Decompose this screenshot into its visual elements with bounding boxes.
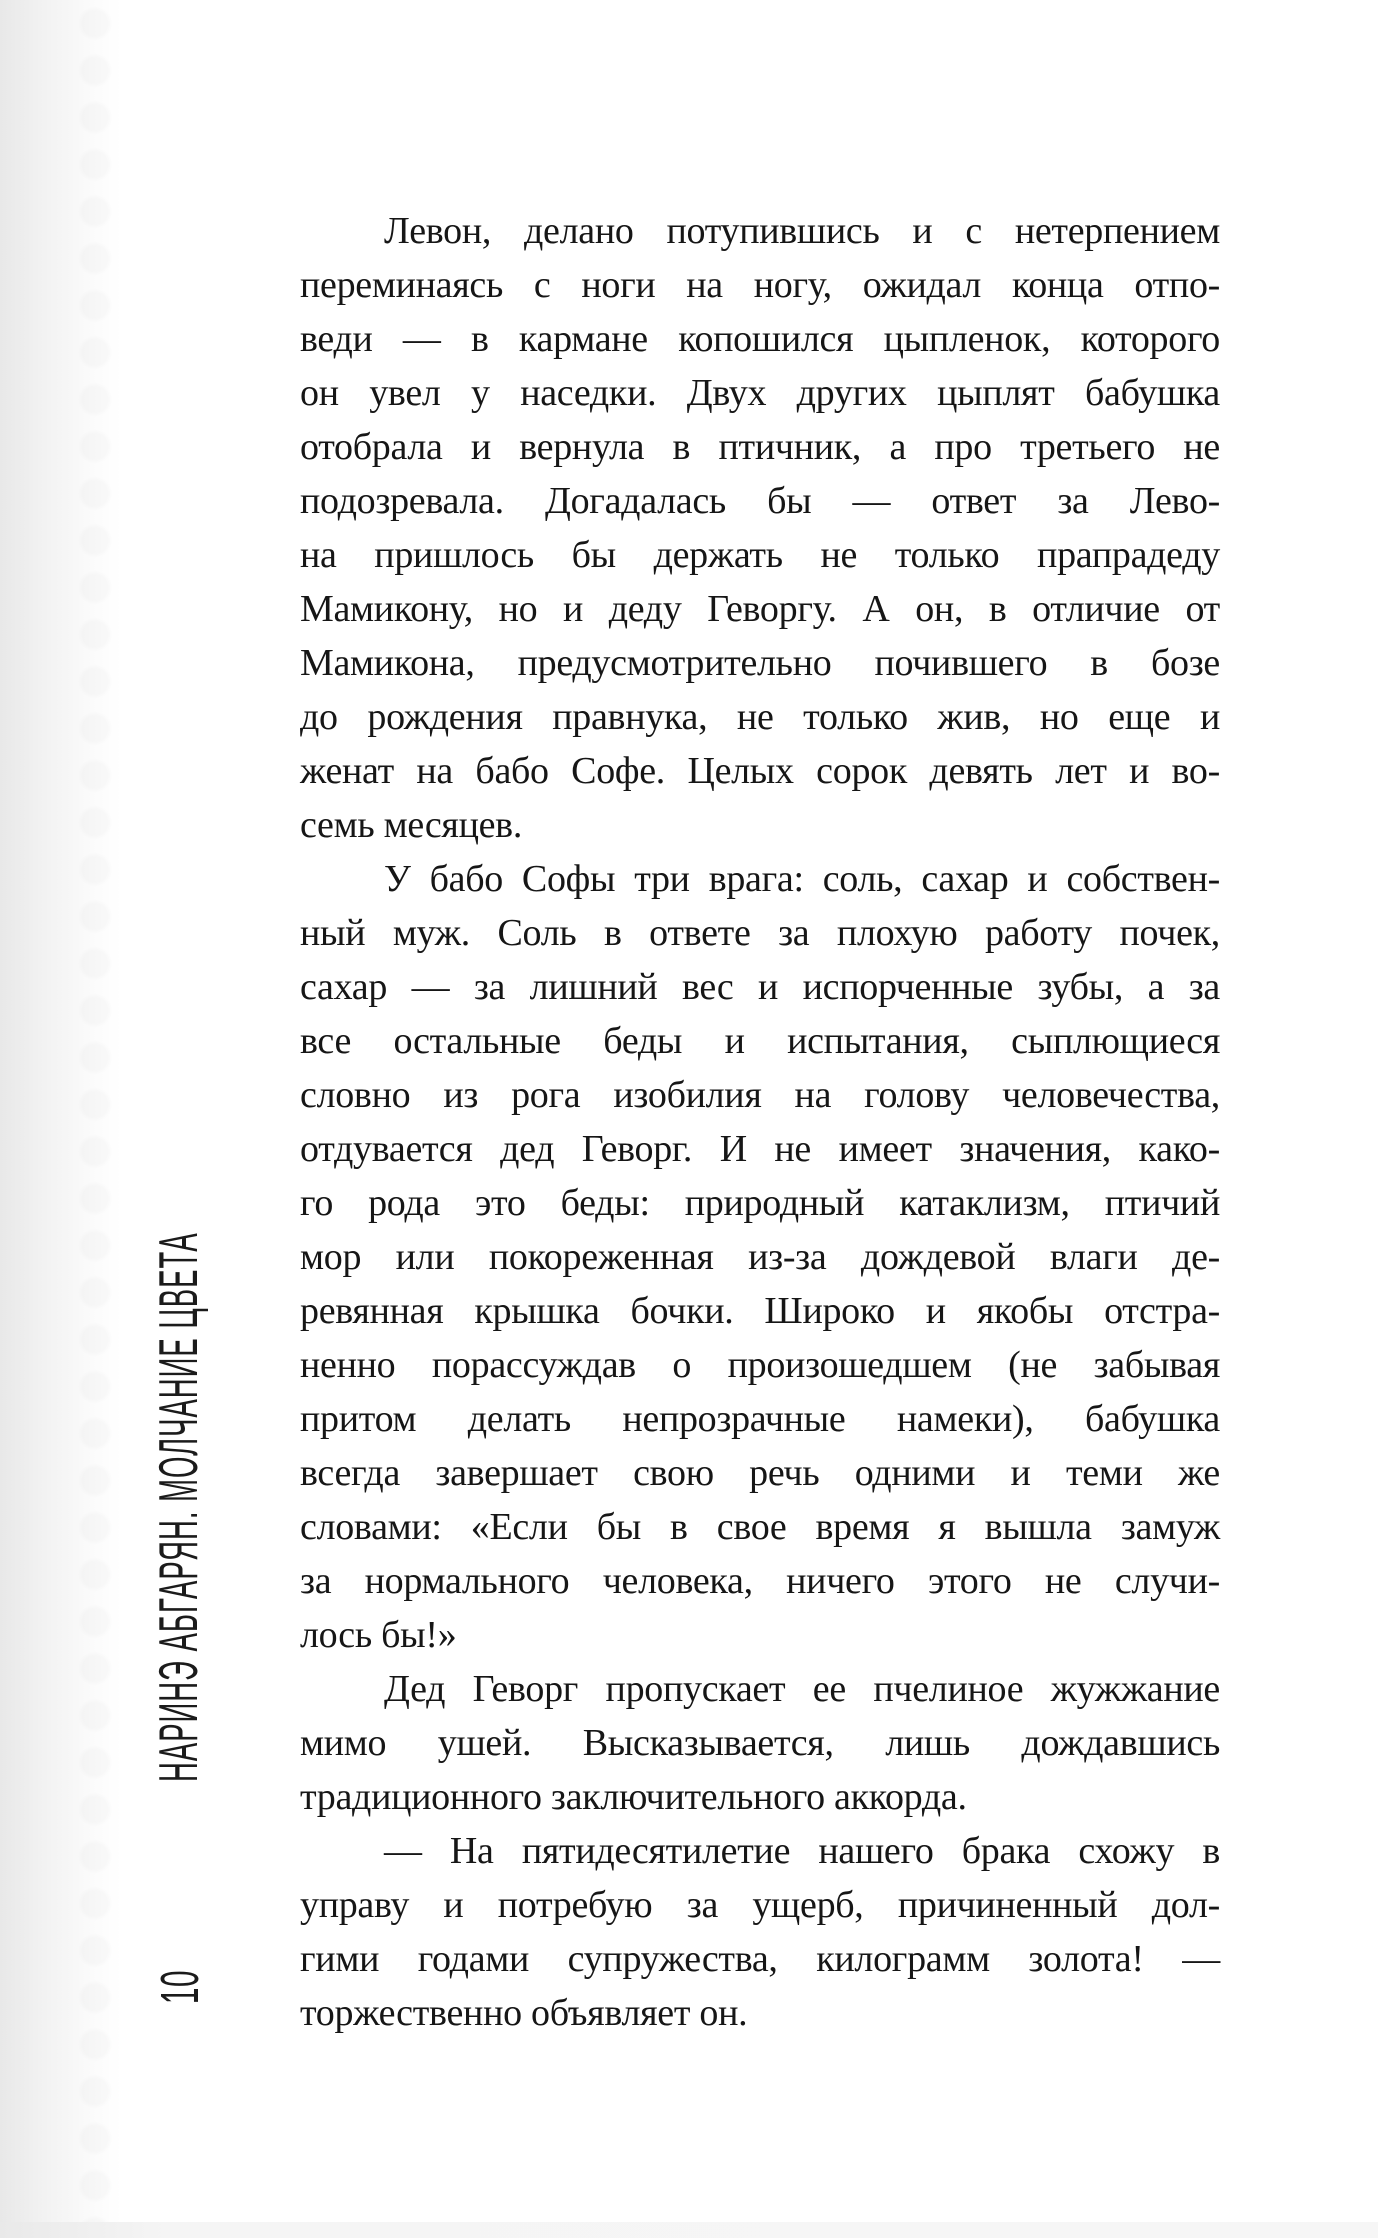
- text-line: го рода это беды: природный катаклизм, птичий: [300, 1182, 1220, 1224]
- text-line: мимо ушей. Высказывается, лишь дождавшись: [300, 1722, 1220, 1764]
- text-line: мор или покореженная из-за дождевой влаги де-: [300, 1236, 1220, 1278]
- text-line: управу и потребую за ущерб, причиненный дол-: [300, 1884, 1220, 1926]
- text-line: словами: «Если бы в свое время я вышла замуж: [300, 1506, 1220, 1548]
- text-line: притом делать непрозрачные намеки), бабушка: [300, 1398, 1220, 1440]
- text-line: всегда завершает свою речь одними и теми же: [300, 1452, 1220, 1494]
- text-line: ный муж. Соль в ответе за плохую работу почек,: [300, 912, 1220, 954]
- page-number: 10: [150, 1969, 210, 2005]
- text-line: гими годами супружества, килограмм золота! —: [300, 1938, 1220, 1980]
- text-line: семь месяцев.: [300, 804, 523, 846]
- text-line: до рождения правнука, не только жив, но еще и: [300, 696, 1220, 738]
- text-line: ревянная крышка бочки. Широко и якобы отстра-: [300, 1290, 1220, 1332]
- text-line: Мамикону, но и деду Геворгу. А он, в отличие от: [300, 588, 1220, 630]
- text-line: традиционного заключительного аккорда.: [300, 1776, 967, 1818]
- text-line: отдувается дед Геворг. И не имеет значения, како-: [300, 1128, 1220, 1170]
- text-line: Левон, делано потупившись и с нетерпением: [384, 210, 1220, 252]
- text-line: подозревала. Догадалась бы — ответ за Лево-: [300, 480, 1220, 522]
- text-line: — На пятидесятилетие нашего брака схожу в: [384, 1830, 1220, 1872]
- text-line: Мамикона, предусмотрительно почившего в бозе: [300, 642, 1220, 684]
- text-line: сахар — за лишний вес и испорченные зубы, а за: [300, 966, 1220, 1008]
- text-line: Дед Геворг пропускает ее пчелиное жужжание: [384, 1668, 1220, 1710]
- text-line: словно из рога изобилия на голову человечества,: [300, 1074, 1220, 1116]
- spine-title: НАРИНЭ АБГАРЯН. МОЛЧАНИЕ ЦВЕТА: [147, 1232, 209, 1782]
- text-line: за нормального человека, ничего этого не случи-: [300, 1560, 1220, 1602]
- text-line: веди — в кармане копошился цыпленок, которого: [300, 318, 1220, 360]
- body-text: [300, 204, 1220, 2040]
- text-line: все остальные беды и испытания, сыплющиеся: [300, 1020, 1220, 1062]
- text-line: переминаясь с ноги на ногу, ожидал конца отпо-: [300, 264, 1220, 306]
- text-line: ненно порассуждав о произошедшем (не забывая: [300, 1344, 1220, 1386]
- text-line: отобрала и вернула в птичник, а про третьего не: [300, 426, 1220, 468]
- text-line: женат на бабо Софе. Целых сорок девять лет и во-: [300, 750, 1220, 792]
- text-line: он увел у наседки. Двух других цыплят бабушка: [300, 372, 1220, 414]
- text-line: лось бы!»: [300, 1614, 457, 1656]
- page-edge-pattern: [56, 0, 134, 2238]
- text-line: У бабо Софы три врага: соль, сахар и собствен-: [384, 858, 1220, 900]
- text-line: на пришлось бы держать не только прапрадеду: [300, 534, 1220, 576]
- page-bottom-edge: [0, 2222, 1378, 2238]
- text-line: торжественно объявляет он.: [300, 1992, 748, 2034]
